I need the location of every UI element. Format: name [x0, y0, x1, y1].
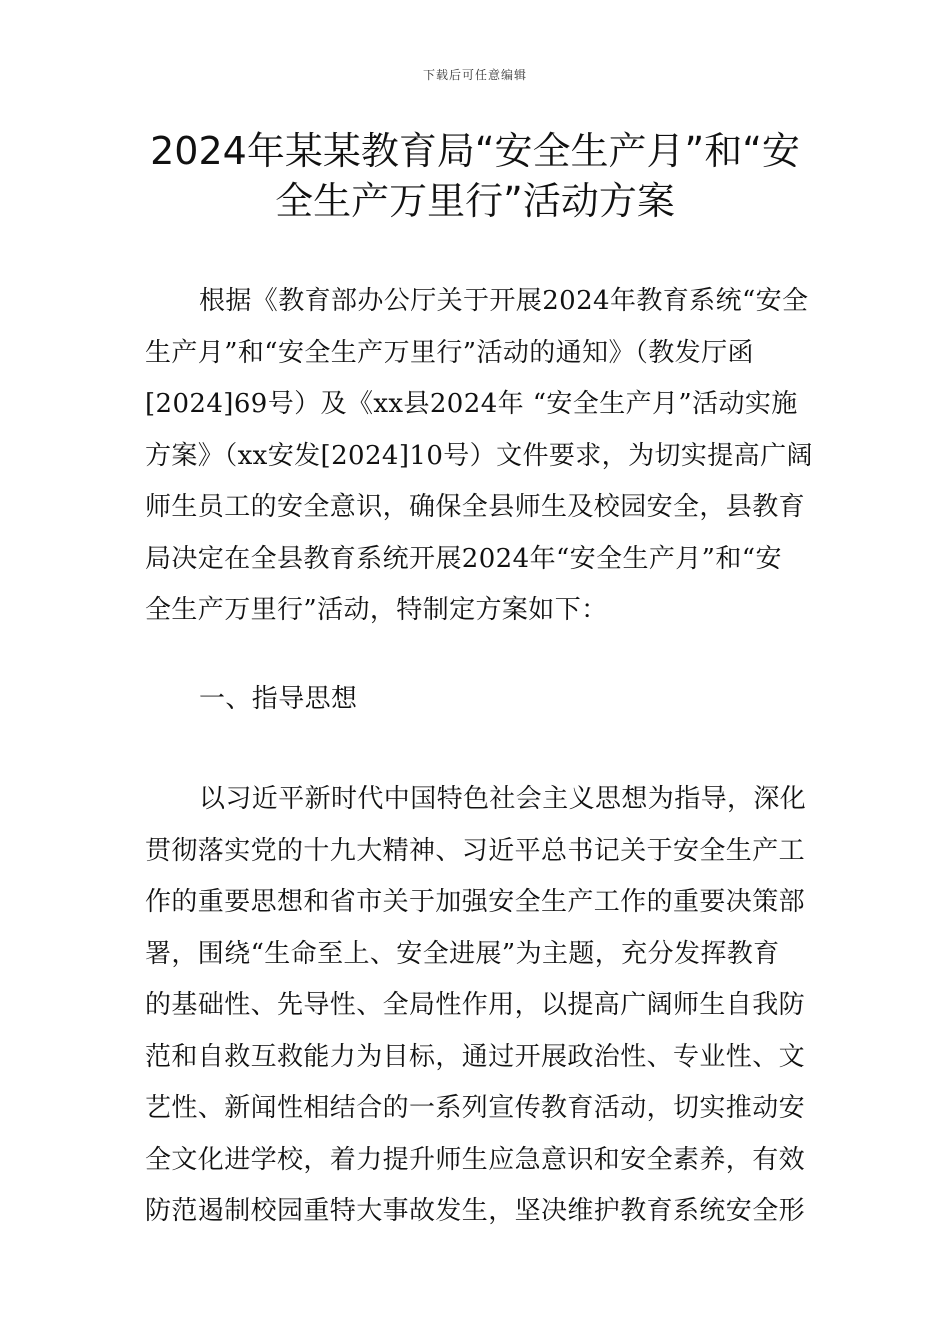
paragraph-line: 全文化进学校，着力提升师生应急意识和安全素养，有效: [145, 1144, 806, 1175]
header-note: 下载后可任意编辑: [422, 68, 527, 82]
title-line-2: 全生产万里行”活动方案: [275, 179, 675, 223]
paragraph-line: 贯彻落实党的十九大精神、习近平总书记关于安全生产工: [145, 835, 806, 866]
paragraph-line: [2024]69号）及《xx县2024年 “安全生产月”活动实施: [145, 389, 798, 419]
paragraph-line: 艺性、新闻性相结合的一系列宣传教育活动，切实推动安: [145, 1093, 806, 1123]
paragraph-line: 署，围绕“生命至上、安全进展”为主题，充分发挥教育: [145, 938, 780, 969]
paragraph-line: 生产月”和“安全生产万里行”活动的通知》（教发厅函: [145, 337, 754, 368]
paragraph-line: 局决定在全县教育系统开展2024年“安全生产月”和“安: [145, 543, 782, 574]
title-line-1: 2024年某某教育局“安全生产月”和“安: [150, 129, 800, 173]
section-heading-text: 一、指导思想: [199, 684, 358, 714]
document-title: [120, 126, 830, 226]
intro-paragraph: [145, 276, 813, 637]
paragraph-line: 防范遏制校园重特大事故发生，坚决维护教育系统安全形: [145, 1196, 806, 1226]
paragraph-line: 以习近平新时代中国特色社会主义思想为指导，深化: [199, 784, 807, 814]
paragraph-line: 全生产万里行”活动，特制定方案如下：: [145, 595, 608, 625]
paragraph-line: 的基础性、先导性、全局性作用，以提高广阔师生自我防: [145, 990, 806, 1020]
section-heading-guiding-ideology: [145, 674, 810, 726]
paragraph-line: 范和自救互救能力为目标，通过开展政治性、专业性、文: [145, 1041, 806, 1072]
paragraph-line: 师生员工的安全意识，确保全县师生及校园安全，县教育: [145, 492, 806, 522]
paragraph-line: 作的重要思想和省市关于加强安全生产工作的重要决策部: [145, 887, 806, 917]
guiding-ideology-paragraph: [145, 774, 810, 1238]
paragraph-line: 方案》（xx安发[2024]10号）文件要求，为切实提高广阔: [145, 440, 813, 471]
paragraph-line: 根据《教育部办公厅关于开展2024年教育系统“安全: [199, 286, 809, 316]
